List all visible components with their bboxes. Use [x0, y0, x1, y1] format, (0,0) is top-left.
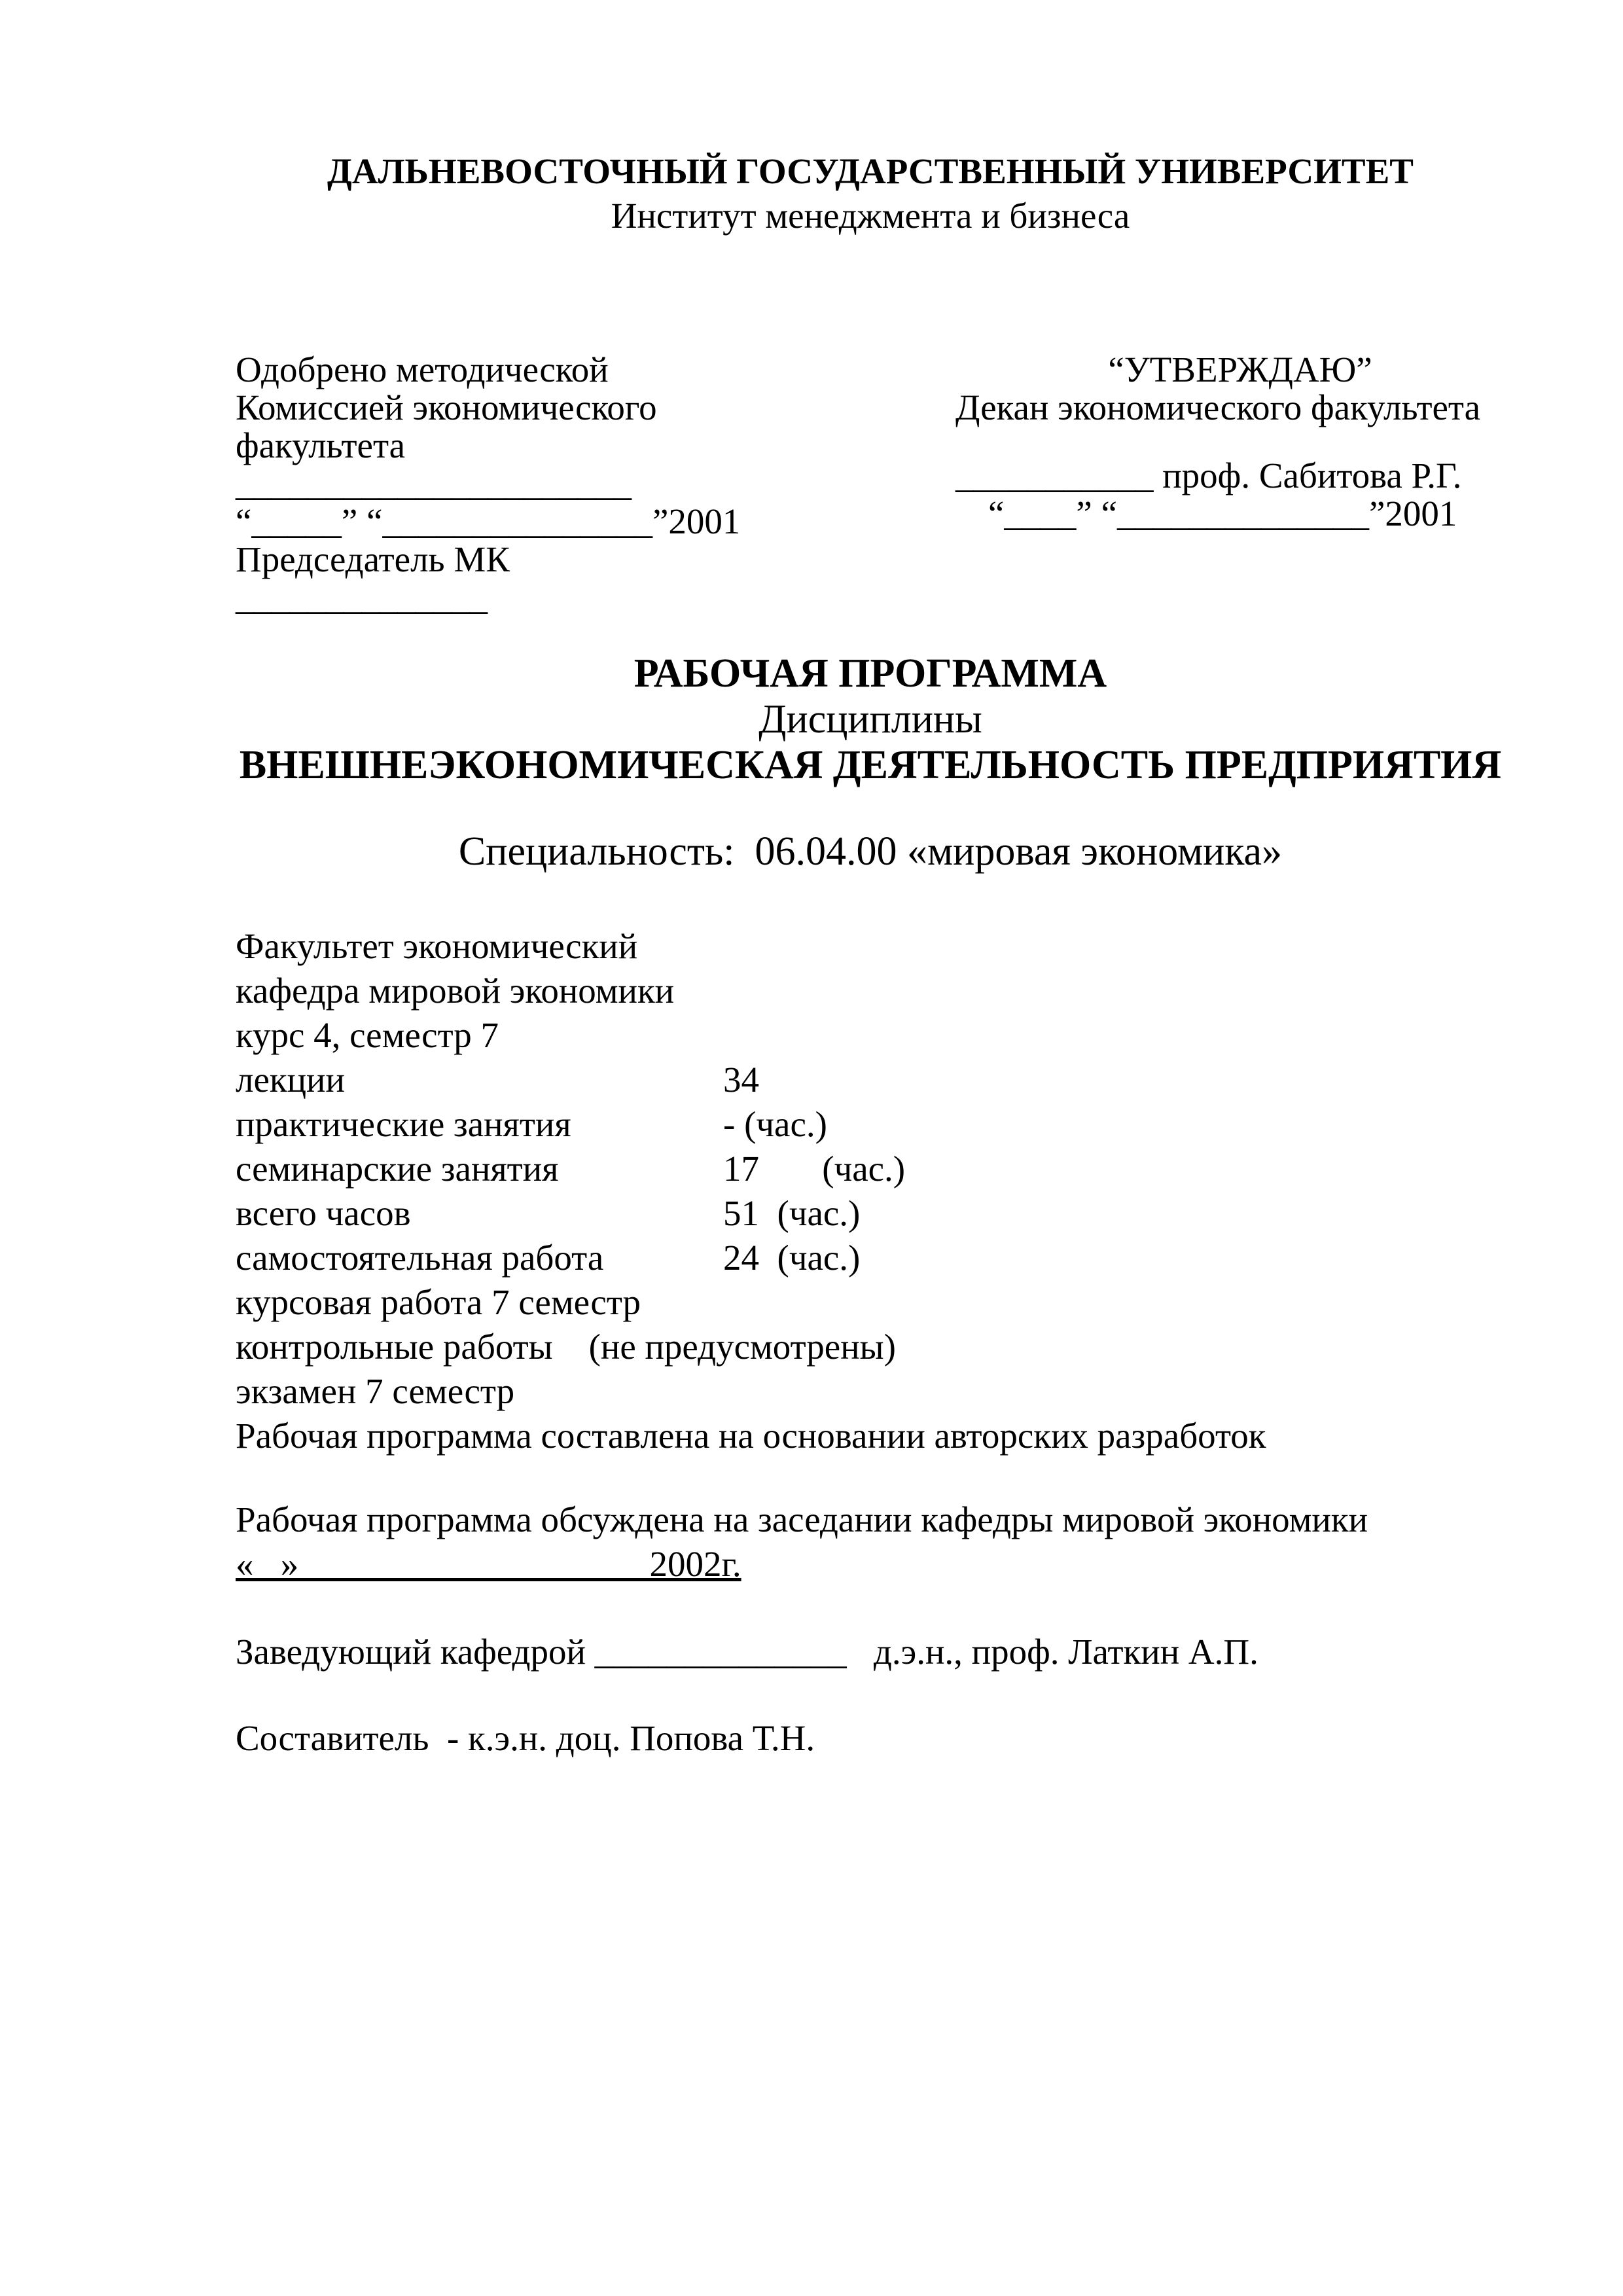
detail-label: кафедра мировой экономики — [236, 971, 675, 1011]
chairman-label: Председатель МК — [236, 539, 510, 579]
title-block — [236, 651, 1505, 788]
detail-label: семинарские занятия — [236, 1149, 559, 1189]
detail-row-self-study — [236, 1236, 1505, 1280]
approval-section — [236, 351, 1505, 619]
university-name: ДАЛЬНЕВОСТОЧНЫЙ ГОСУДАРСТВЕННЫЙ УНИВЕРСИТЕТ — [327, 151, 1414, 191]
detail-value: 24 (час.) — [723, 1238, 861, 1278]
approved-by-line-1: Одобрено методической — [236, 350, 609, 389]
detail-label: лекции — [236, 1060, 345, 1100]
head-of-department-line: Заведующий кафедрой ______________ д.э.н., проф. Латкин А.П. — [236, 1632, 1258, 1672]
spacer — [955, 427, 1525, 457]
detail-label: курсовая работа 7 семестр — [236, 1282, 641, 1322]
approval-date-line: “_____” “_______________”2001 — [236, 501, 741, 541]
detail-row-department — [236, 969, 1505, 1013]
discipline-title: ВНЕШНЕЭКОНОМИЧЕСКАЯ ДЕЯТЕЛЬНОСТЬ ПРЕДПРИЯТИЯ — [239, 743, 1502, 787]
detail-value: - (час.) — [723, 1104, 827, 1144]
detail-value: 51 (час.) — [723, 1193, 861, 1233]
course-details-list — [236, 924, 1505, 1458]
detail-row-practical — [236, 1102, 1505, 1147]
detail-label: контрольные работы (не предусмотрены) — [236, 1327, 896, 1367]
discussion-block — [236, 1498, 1505, 1587]
detail-label: экзамен 7 семестр — [236, 1371, 515, 1411]
approval-signature-line: ______________________ — [236, 463, 632, 503]
program-title: РАБОЧАЯ ПРОГРАММА — [633, 651, 1107, 696]
discipline-label: Дисциплины — [758, 697, 982, 742]
approval-left-block — [236, 351, 740, 617]
discussion-date-line: « »___________________ 2002г. — [236, 1544, 741, 1584]
approve-stamp: “УТВЕРЖДАЮ” — [1108, 350, 1372, 389]
specialty-line: Специальность: 06.04.00 «мировая экономика» — [458, 829, 1283, 874]
detail-row-control-works — [236, 1325, 1505, 1369]
institute-name: Институт менеджмента и бизнеса — [611, 196, 1130, 236]
detail-label: Рабочая программа составлена на основании авторских разработок — [236, 1416, 1266, 1456]
detail-row-lectures — [236, 1058, 1505, 1102]
dean-title: Декан экономического факультета — [955, 387, 1481, 427]
detail-row-course-semester — [236, 1013, 1505, 1058]
detail-row-basis — [236, 1414, 1505, 1458]
dean-date-line: “____” “______________”2001 — [988, 493, 1457, 533]
detail-row-coursework — [236, 1280, 1505, 1325]
detail-value: 34 — [723, 1060, 759, 1100]
detail-label: практические занятия — [236, 1104, 571, 1144]
detail-label: Факультет экономический — [236, 926, 638, 966]
detail-row-exam — [236, 1369, 1505, 1414]
compiler-line: Составитель - к.э.н. доц. Попова Т.Н. — [236, 1718, 815, 1758]
detail-value: 17 (час.) — [723, 1149, 906, 1189]
discussion-line: Рабочая программа обсуждена на заседании кафедры мировой экономики — [236, 1499, 1368, 1539]
dean-signature-line: ___________ проф. Сабитова Р.Г. — [955, 456, 1462, 495]
approved-by-line-2: Комиссией экономического — [236, 387, 657, 427]
approved-by-line-3: факультета — [236, 425, 406, 465]
document-header — [236, 149, 1505, 238]
approval-right-block — [955, 351, 1525, 533]
detail-row-total-hours — [236, 1191, 1505, 1236]
detail-label: всего часов — [236, 1193, 411, 1233]
detail-row-faculty — [236, 924, 1505, 969]
detail-label: самостоятельная работа — [236, 1238, 604, 1278]
detail-row-seminars — [236, 1147, 1505, 1191]
detail-label: курс 4, семестр 7 — [236, 1015, 499, 1055]
chairman-signature-line: ______________ — [236, 577, 488, 617]
